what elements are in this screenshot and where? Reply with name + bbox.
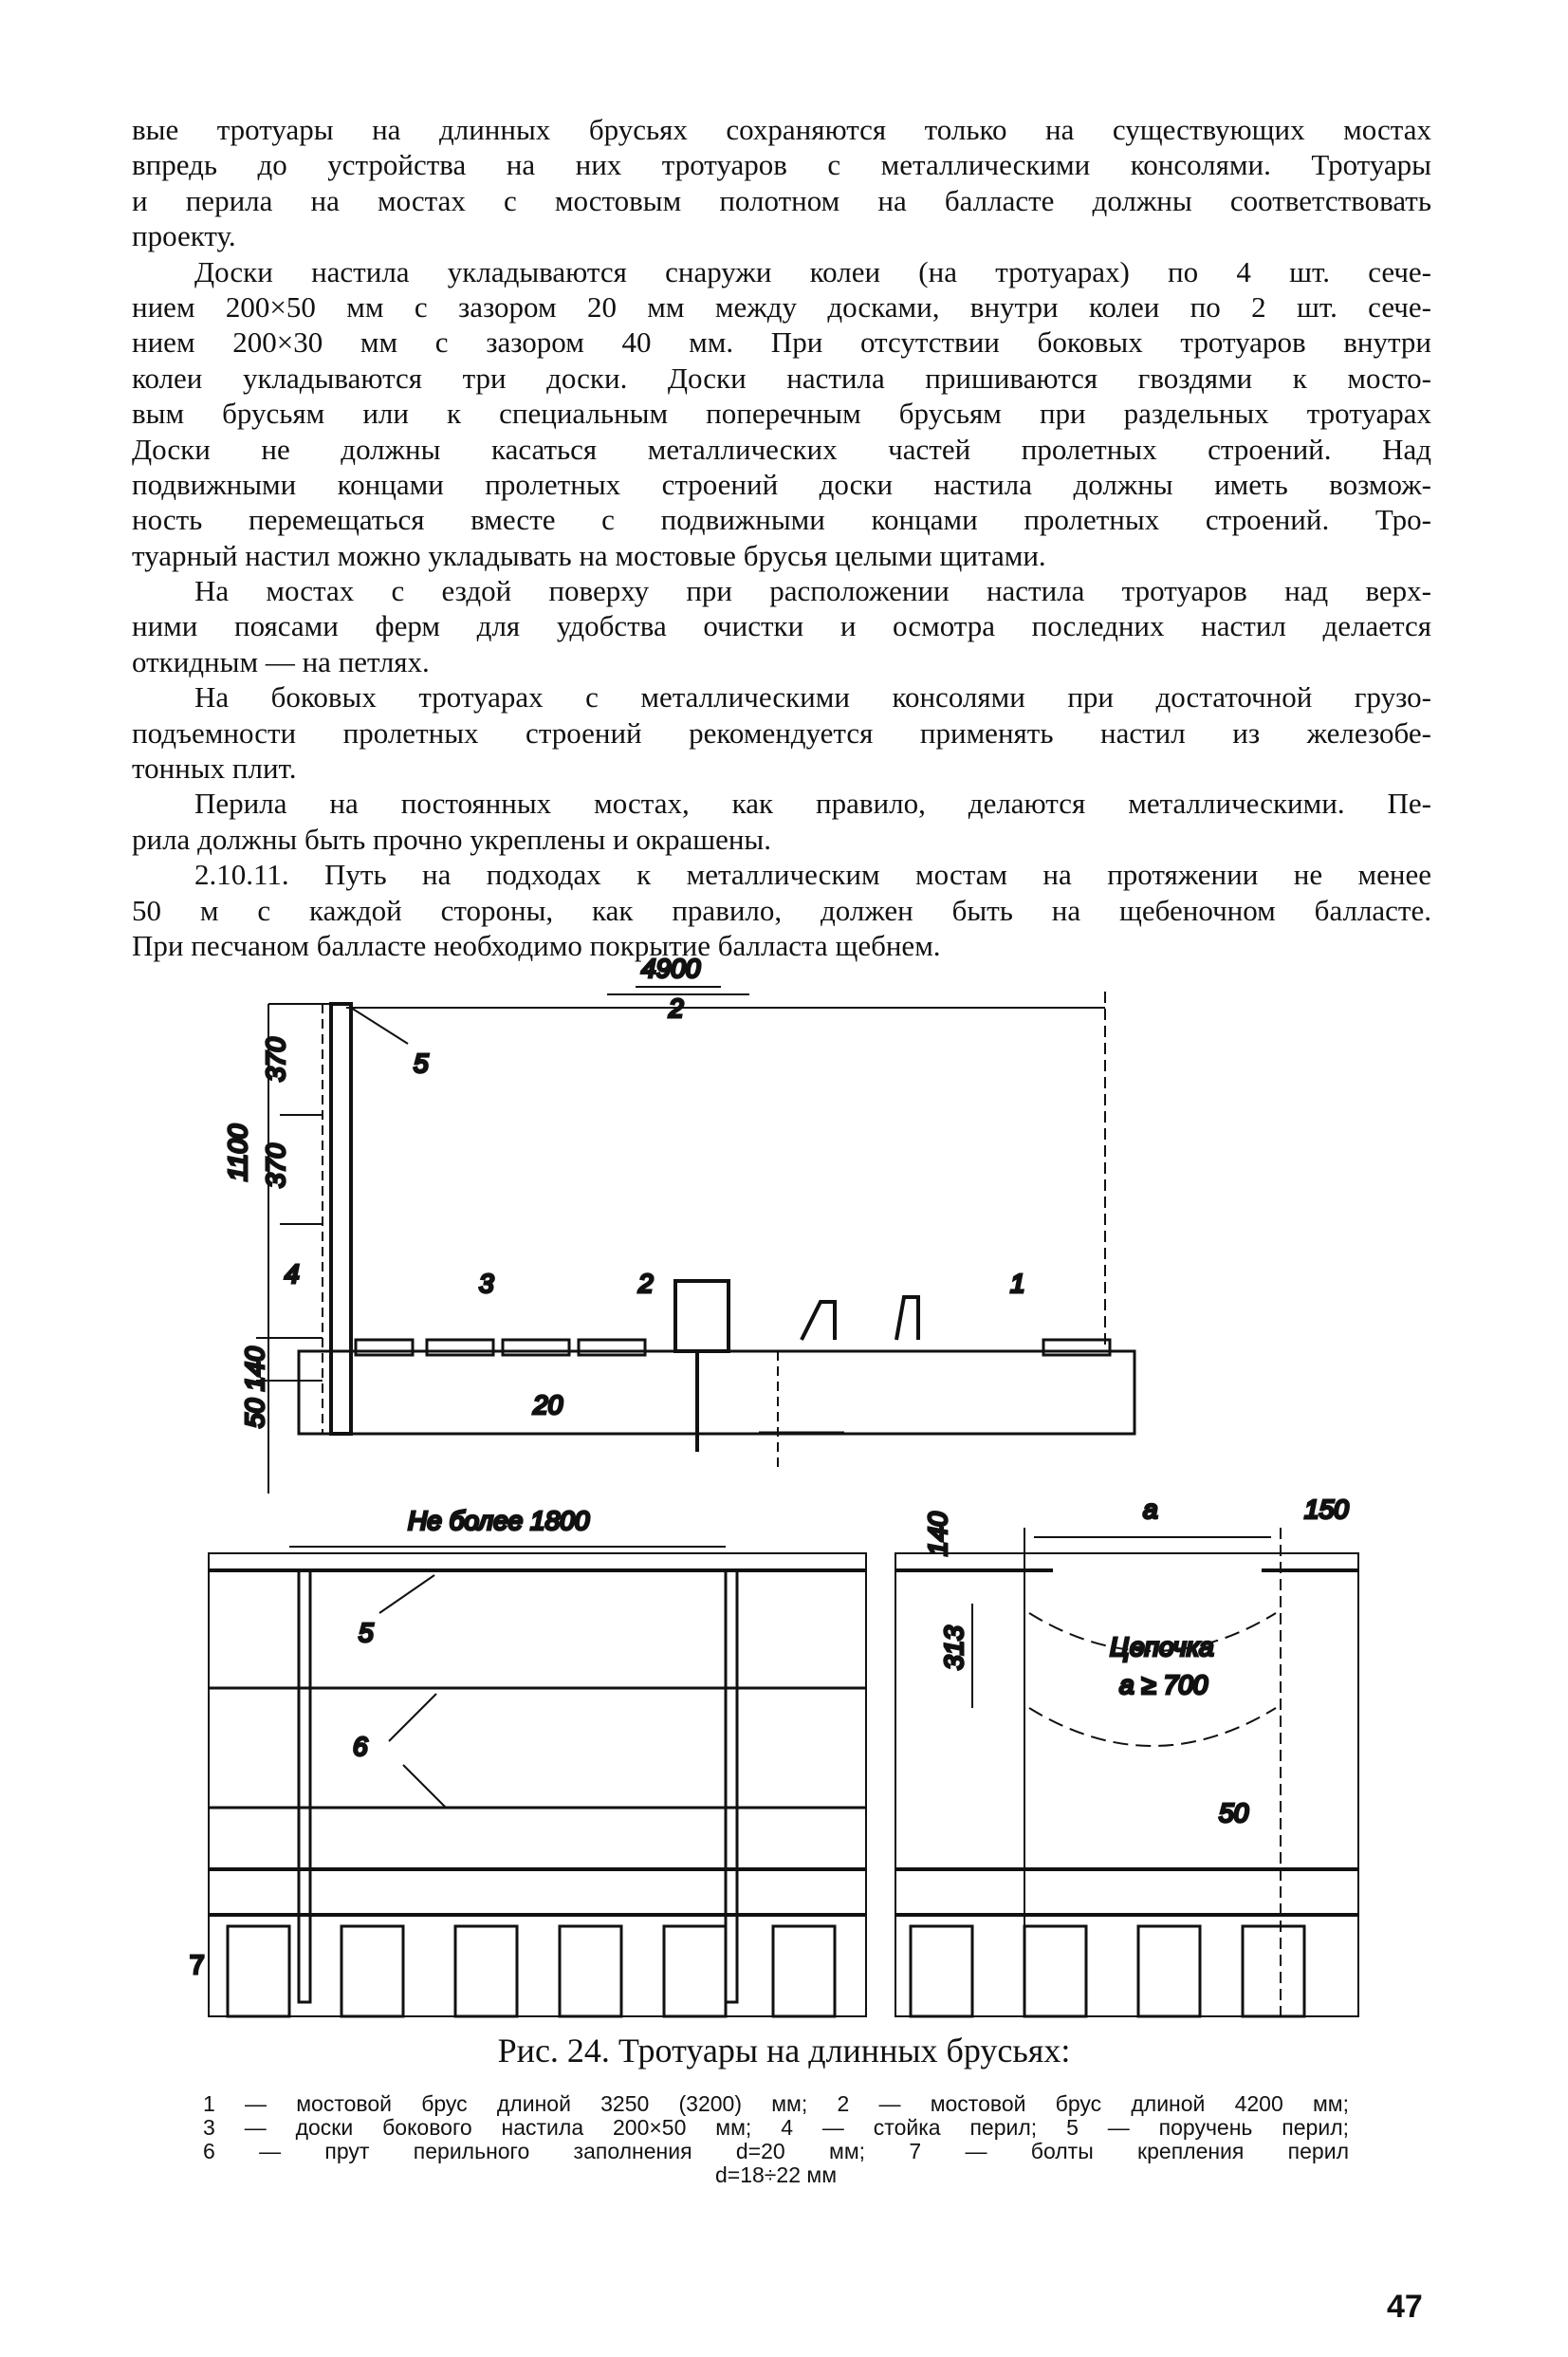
- label-6-rods: 6: [353, 1732, 368, 1761]
- page-number: 47: [1387, 2289, 1423, 2325]
- dim-140: 140: [923, 1512, 952, 1556]
- label-1: 1: [1010, 1269, 1025, 1298]
- dim-max-1800: Не более 1800: [408, 1506, 590, 1535]
- text-line: вым брусьям или к специальным поперечным брусьям при раздельных тротуарах: [132, 397, 1431, 431]
- dim-divisor: 2: [669, 993, 684, 1023]
- legend-line: d=18÷22 мм: [714, 2162, 838, 2187]
- text-line: ними поясами ферм для удобства очистки и осмотра последних настил делается: [132, 609, 1431, 643]
- chain-condition: a ≥ 700: [1119, 1670, 1208, 1699]
- figure-caption: [0, 2031, 1568, 2088]
- text-line: откидным — на петлях.: [132, 644, 430, 678]
- text-line: подвижными концами пролетных строений доски настила должны иметь возмож-: [132, 467, 1431, 501]
- chain-label: Цепочка: [1110, 1632, 1214, 1661]
- bottom-right-elevation: [895, 1528, 1358, 2016]
- label-5: 5: [414, 1049, 429, 1078]
- text-line: ность перемещаться вместе с подвижными концами пролетных строений. Тро-: [132, 503, 1431, 537]
- text-line: и перила на мостах с мостовым полотном на балласте должны соответствовать: [132, 183, 1431, 217]
- bottom-left-elevation: [209, 1547, 866, 2016]
- text-line: На боковых тротуарах с металлическими консолями при достаточной грузо-: [194, 680, 1431, 715]
- bridge-beam: [299, 1351, 1134, 1434]
- dim-50-140: 50 140: [240, 1346, 269, 1428]
- dim-a: a: [1143, 1494, 1158, 1524]
- dim-50-right: 50: [1219, 1798, 1249, 1828]
- label-4: 4: [285, 1259, 300, 1289]
- label-3: 3: [479, 1269, 494, 1298]
- dim-370-lower: 370: [261, 1143, 290, 1188]
- caption-title: Рис. 24. Тротуары на длинных брусьях:: [497, 2032, 1071, 2069]
- text-line: Доски настила укладываются снаружи колеи (на тротуарах) по 4 шт. сече-: [194, 254, 1431, 288]
- text-line: нием 200×30 мм с зазором 40 мм. При отсутствии боковых тротуаров внутри: [132, 325, 1431, 360]
- text-line: туарный настил можно укладывать на мостовые брусья целыми щитами.: [132, 538, 1046, 572]
- text-line: колеи укладываются три доски. Доски настила пришиваются гвоздями к мосто-: [132, 361, 1431, 395]
- text-line: нием 200×50 мм с зазором 20 мм между досками, внутри колеи по 2 шт. сече-: [132, 289, 1431, 324]
- text-line: впредь до устройства на них тротуаров с металлическими консолями. Тротуары: [132, 148, 1431, 182]
- text-line: подъемности пролетных строений рекомендуется применять настил из железобе-: [132, 715, 1431, 750]
- text-line: Доски не должны касаться металлических частей пролетных строений. Над: [132, 432, 1431, 466]
- text-line: Перила на постоянных мостах, как правило, делаются металлическими. Пе-: [194, 787, 1431, 821]
- dim-4900: 4900: [641, 954, 701, 983]
- text-line: При песчаном балласте необходимо покрытие балласта щебнем.: [132, 928, 941, 962]
- dim-370-upper: 370: [261, 1037, 290, 1082]
- text-line: рила должны быть прочно укреплены и окрашены.: [132, 822, 772, 856]
- top-section-view: [256, 992, 1134, 1494]
- text-line: На мостах с ездой поверху при расположении настила тротуаров над верх-: [194, 574, 1431, 608]
- dim-150: 150: [1304, 1494, 1349, 1524]
- text-line: тонных плит.: [132, 752, 297, 786]
- dim-20: 20: [533, 1390, 563, 1420]
- text-line: вые тротуары на длинных брусьях сохраняются только на существующих мостах: [132, 113, 1431, 146]
- legend-line: 3 — доски бокового настила 200×50 мм; 4 — стойка перил; 5 — поручень перил;: [203, 2115, 1349, 2140]
- dim-313: 313: [939, 1625, 968, 1670]
- label-5-handrail: 5: [359, 1618, 374, 1647]
- railing-post: [331, 1004, 351, 1434]
- legend-line: 6 — прут перильного заполнения d=20 мм; 7 — болты крепления перил: [203, 2139, 1349, 2163]
- dim-1100: 1100: [223, 1123, 252, 1181]
- text-line: 2.10.11. Путь на подходах к металлическим мостам на протяжении не менее: [194, 858, 1431, 892]
- caption-legend: [203, 2092, 1349, 2187]
- label-7-bolts: 7: [190, 1950, 205, 1979]
- legend-line: 1 — мостовой брус длиной 3250 (3200) мм; 2 — мостовой брус длиной 4200 мм;: [203, 2091, 1349, 2116]
- text-line: 50 м с каждой стороны, как правило, должен быть на щебеночном балласте.: [132, 893, 1431, 927]
- text-line: проекту.: [132, 219, 236, 253]
- label-2: 2: [638, 1269, 654, 1298]
